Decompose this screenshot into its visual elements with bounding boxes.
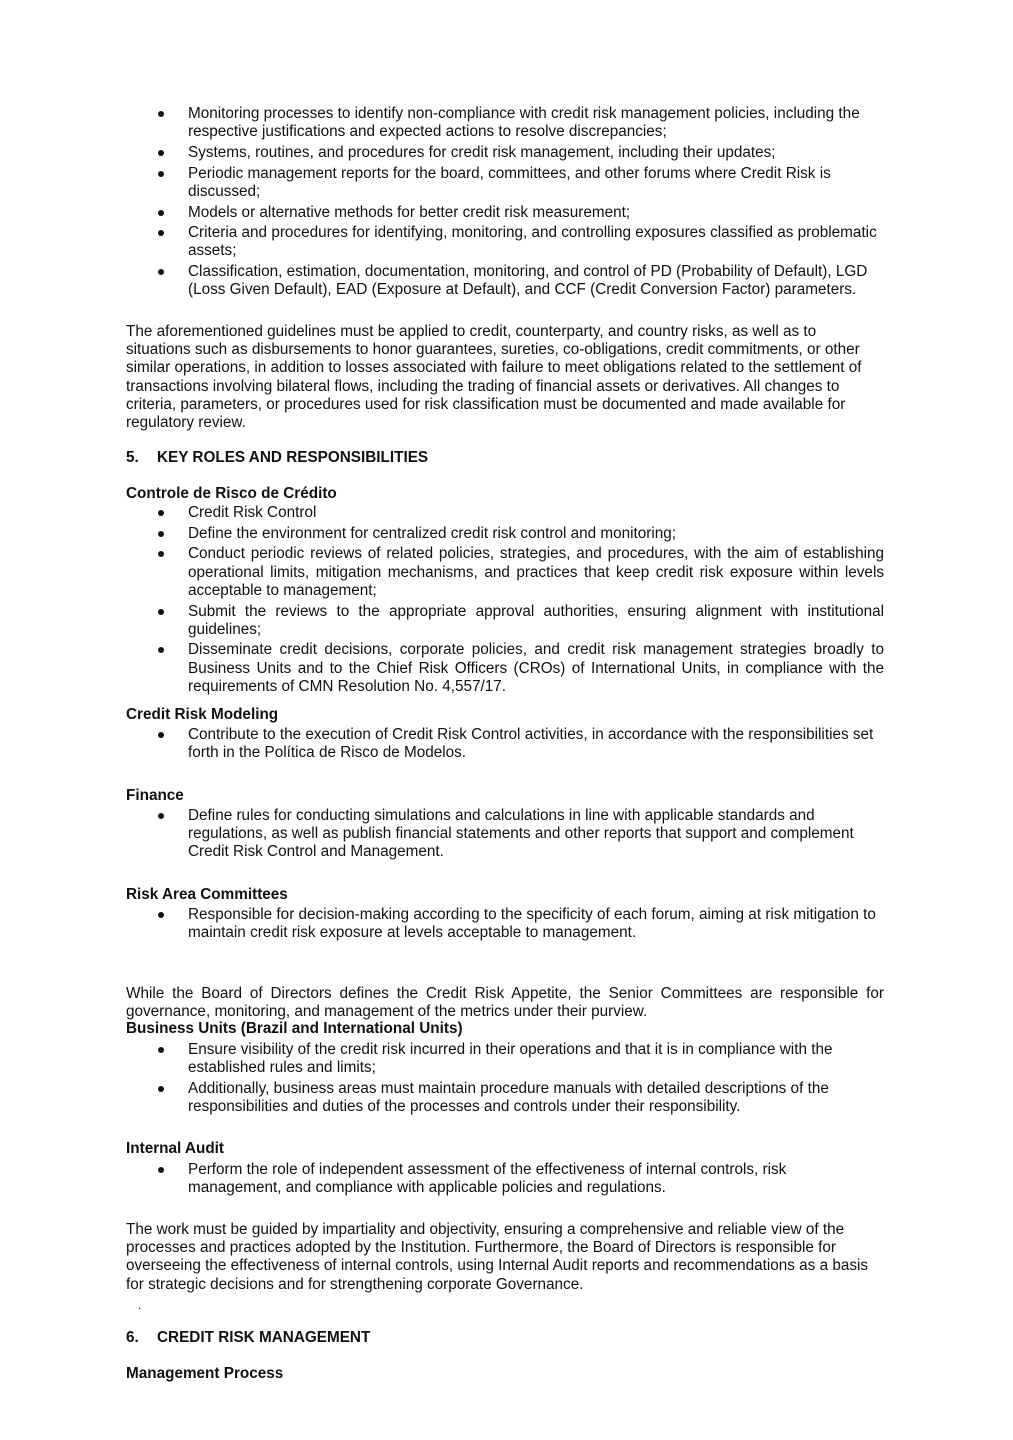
section-title: CREDIT RISK MANAGEMENT	[157, 1329, 371, 1346]
section-5-heading	[126, 449, 884, 467]
list-item: Responsible for decision-making according to the specificity of each forum, aiming at risk mitigation to maintain credit risk exposure at levels acceptable to management.	[126, 906, 884, 942]
finance-heading: Finance	[126, 787, 184, 804]
list-item: Criteria and procedures for identifying, monitoring, and controlling exposures classified as problematic assets;	[126, 224, 886, 260]
section-6-heading	[126, 1329, 884, 1347]
list-item: Disseminate credit decisions, corporate policies, and credit risk management strategies broadly to Business Units and to the Chief Risk Officers (CROs) of International Units, in compliance with the requirements of CMN Resolution No. 4,557/17.	[126, 641, 884, 696]
controle-heading: Controle de Risco de Crédito	[126, 485, 337, 502]
list-item: Credit Risk Control	[126, 504, 884, 522]
audit-paragraph: The work must be guided by impartiality and objectivity, ensuring a comprehensive and reliable view of the processes and practices adopted by the Institution. Furthermore, the Board of Directors is responsible for overseeing the effectiveness of internal controls, using Internal Audit reports and recommendations as a basis for strategic decisions and for strengthening corporate Governance.	[126, 1221, 869, 1293]
list-item: Conduct periodic reviews of related policies, strategies, and procedures, with the aim of establishing operational limits, mitigation mechanisms, and practices that keep credit risk exposure within levels acceptable to management;	[126, 545, 884, 600]
committees-bullet-list	[126, 906, 884, 945]
modeling-bullet-list	[126, 726, 884, 765]
management-process-heading: Management Process	[126, 1365, 284, 1382]
list-item: Submit the reviews to the appropriate approval authorities, ensuring alignment with institutional guidelines;	[126, 603, 884, 639]
internal-audit-heading: Internal Audit	[126, 1140, 225, 1157]
finance-bullet-list	[126, 807, 884, 864]
list-item: Define the environment for centralized credit risk control and monitoring;	[126, 525, 884, 543]
list-item: Models or alternative methods for better credit risk measurement;	[126, 204, 886, 222]
modeling-heading: Credit Risk Modeling	[126, 706, 279, 723]
stray-mark: .	[138, 1298, 142, 1312]
list-item: Perform the role of independent assessment of the effectiveness of internal controls, risk management, and compliance with applicable policies and regulations.	[126, 1161, 884, 1197]
section-number: 5.	[126, 449, 139, 466]
controle-bullet-list	[126, 504, 884, 699]
internal-audit-bullet-list	[126, 1161, 884, 1200]
list-item: Systems, routines, and procedures for credit risk management, including their updates;	[126, 144, 886, 162]
list-item: Contribute to the execution of Credit Risk Control activities, in accordance with the responsibilities set forth in the Política de Risco de Modelos.	[126, 726, 884, 762]
business-units-heading: Business Units (Brazil and International Units)	[126, 1020, 463, 1037]
section-title: KEY ROLES AND RESPONSIBILITIES	[157, 449, 429, 466]
committees-heading: Risk Area Committees	[126, 886, 288, 903]
business-units-bullet-list	[126, 1041, 884, 1119]
list-item: Classification, estimation, documentation, monitoring, and control of PD (Probability of Default), LGD (Loss Given Default), EAD (Exposure at Default), and CCF (Credit Conversion Factor) parameters.	[126, 263, 886, 299]
list-item: Define rules for conducting simulations and calculations in line with applicable standards and regulations, as well as publish financial statements and other reports that support and complement Credit Risk Control and Management.	[126, 807, 884, 862]
board-paragraph: While the Board of Directors defines the Credit Risk Appetite, the Senior Committees are responsible for governance, monitoring, and management of the metrics under their purview.	[126, 985, 884, 1021]
list-item: Ensure visibility of the credit risk incurred in their operations and that it is in compliance with the established rules and limits;	[126, 1041, 884, 1077]
list-item: Monitoring processes to identify non-compliance with credit risk management policies, including the respective justifications and expected actions to resolve discrepancies;	[126, 105, 886, 141]
guidelines-paragraph: The aforementioned guidelines must be applied to credit, counterparty, and country risks, as well as to situations such as disbursements to honor guarantees, sureties, co-obligations, credit commitments, or other similar operations, in addition to losses associated with failure to meet obligations related to the settlement of transactions involving bilateral flows, including the trading of financial assets or derivatives. All changes to criteria, parameters, or procedures used for risk classification must be documented and made available for regulatory review.	[126, 323, 862, 432]
list-item: Periodic management reports for the board, committees, and other forums where Credit Risk is discussed;	[126, 165, 886, 201]
intro-bullet-list	[126, 105, 886, 302]
section-number: 6.	[126, 1329, 139, 1346]
list-item: Additionally, business areas must maintain procedure manuals with detailed descriptions of the responsibilities and duties of the processes and controls under their responsibility.	[126, 1080, 884, 1116]
